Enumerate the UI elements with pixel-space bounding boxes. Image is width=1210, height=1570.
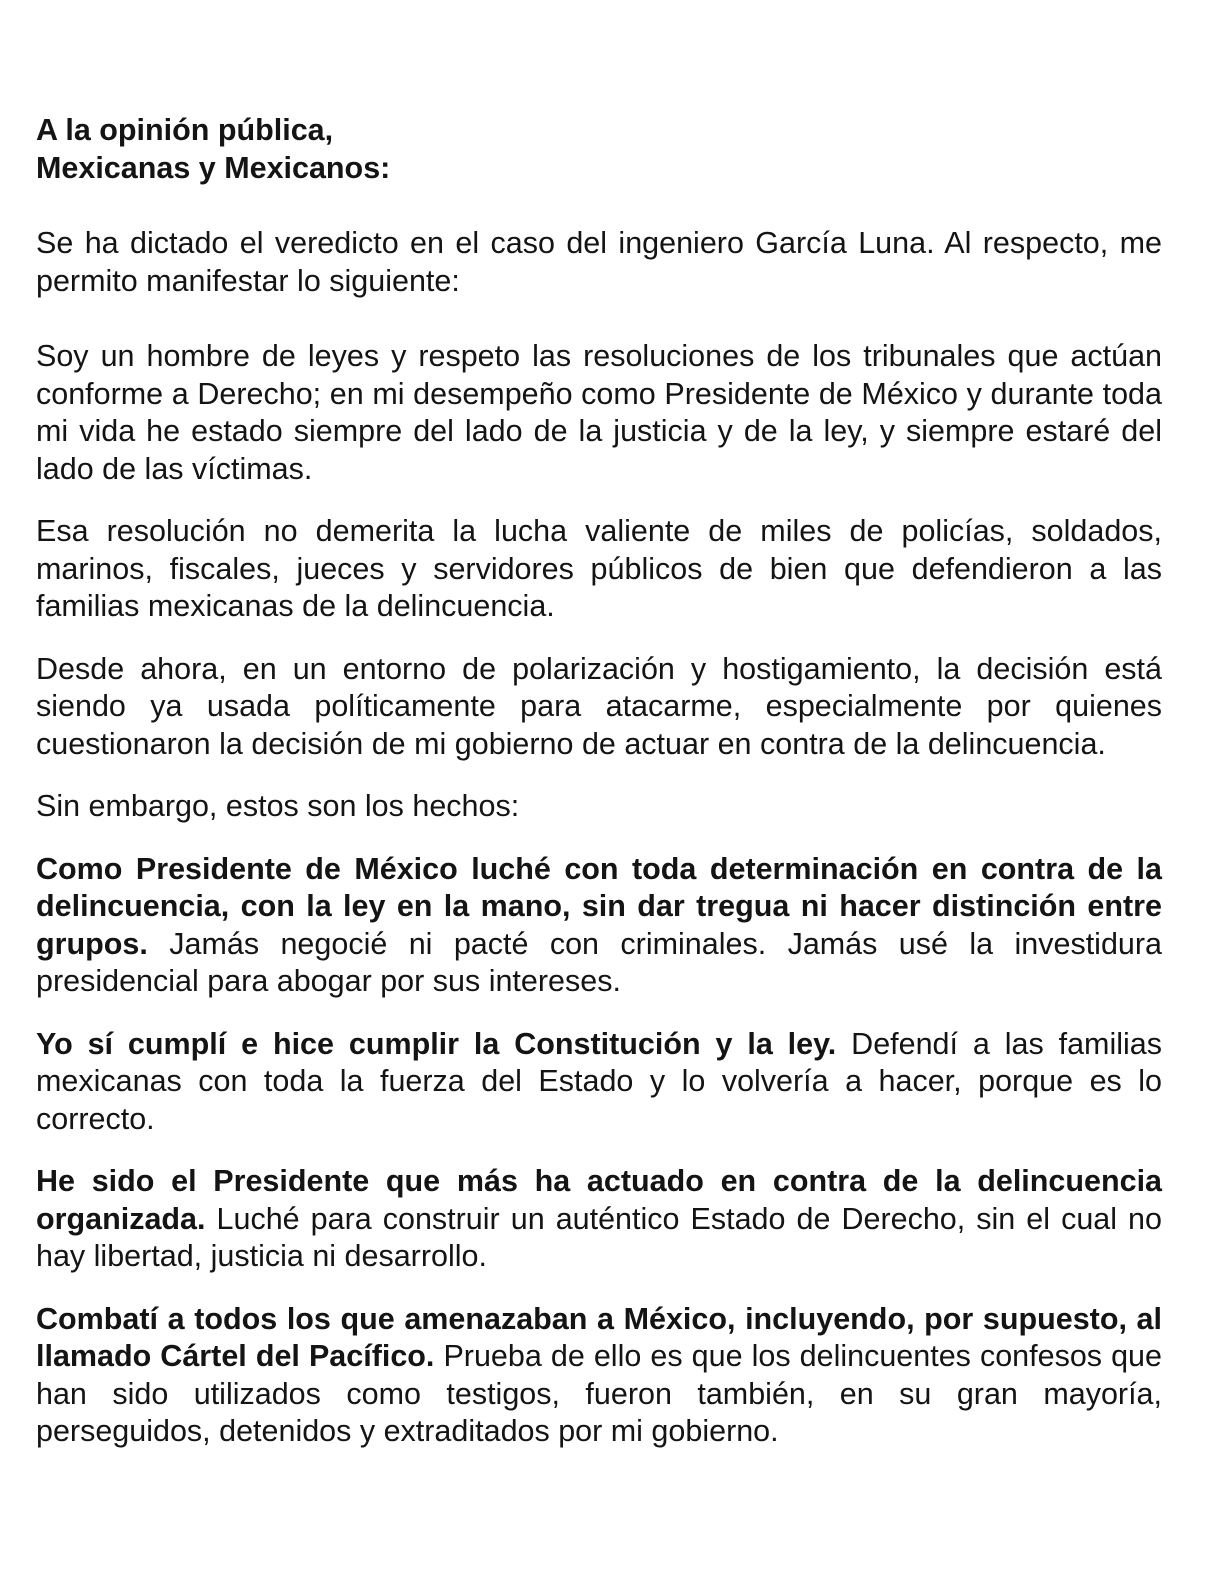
document-body xyxy=(36,112,1162,1476)
paragraph-polarization: Desde ahora, en un entorno de polarización y hostigamiento, la decisión está siendo ya usada políticamente para atacarme, especialmente por quienes cuestionaron la decisión de mi gobierno de actuar en contra de la delincuencia. xyxy=(36,651,1162,761)
paragraph-resolution: Esa resolución no demerita la lucha valiente de miles de policías, soldados, marinos, fiscales, jueces y servidores públicos de bien que defendieron a las familias mexicanas de la delincuencia. xyxy=(36,514,1162,623)
paragraph-fought-crime: Como Presidente de México luché con toda determinación en contra de la delincuencia, con la ley en la mano, sin dar tregua ni hacer distinción entre grupos. Jamás negocié ni pacté con criminales. Jamás usé la investidura presidencial para abogar por sus intereses. xyxy=(36,851,1162,998)
paragraph-constitution: Yo sí cumplí e hice cumplir la Constitución y la ley. Defendí a las familias mexicanas con toda la fuerza del Estado y lo volvería a hacer, porque es lo correcto. xyxy=(36,1026,1162,1136)
paragraph-man-of-laws: Soy un hombre de leyes y respeto las resoluciones de los tribunales que actúan conforme a Derecho; en mi desempeño como Presidente de México y durante toda mi vida he estado siempre del lado de la justicia y de la ley, y siempre estaré del lado de las víctimas. xyxy=(36,339,1162,486)
greeting-line-1: A la opinión pública, xyxy=(36,113,334,147)
greeting xyxy=(36,112,1162,187)
paragraph-pacific-cartel: Combatí a todos los que amenazaban a México, incluyendo, por supuesto, al llamado Cártel del Pacífico. Prueba de ello es que los delincuentes confesos que han sido utilizados como testigos, fueron también, en su gran mayoría, perseguidos, detenidos y extraditados por mi gobierno. xyxy=(36,1301,1162,1448)
paragraph-organized-crime: He sido el Presidente que más ha actuado en contra de la delincuencia organizada. Luché para construir un auténtico Estado de Derecho, sin el cual no hay libertad, justicia ni desarrollo. xyxy=(36,1164,1162,1273)
paragraph-facts-intro: Sin embargo, estos son los hechos: xyxy=(36,789,520,823)
paragraph-verdict: Se ha dictado el veredicto en el caso del ingeniero García Luna. Al respecto, me permito manifestar lo siguiente: xyxy=(36,226,1162,298)
greeting-line-2: Mexicanas y Mexicanos: xyxy=(36,150,391,185)
